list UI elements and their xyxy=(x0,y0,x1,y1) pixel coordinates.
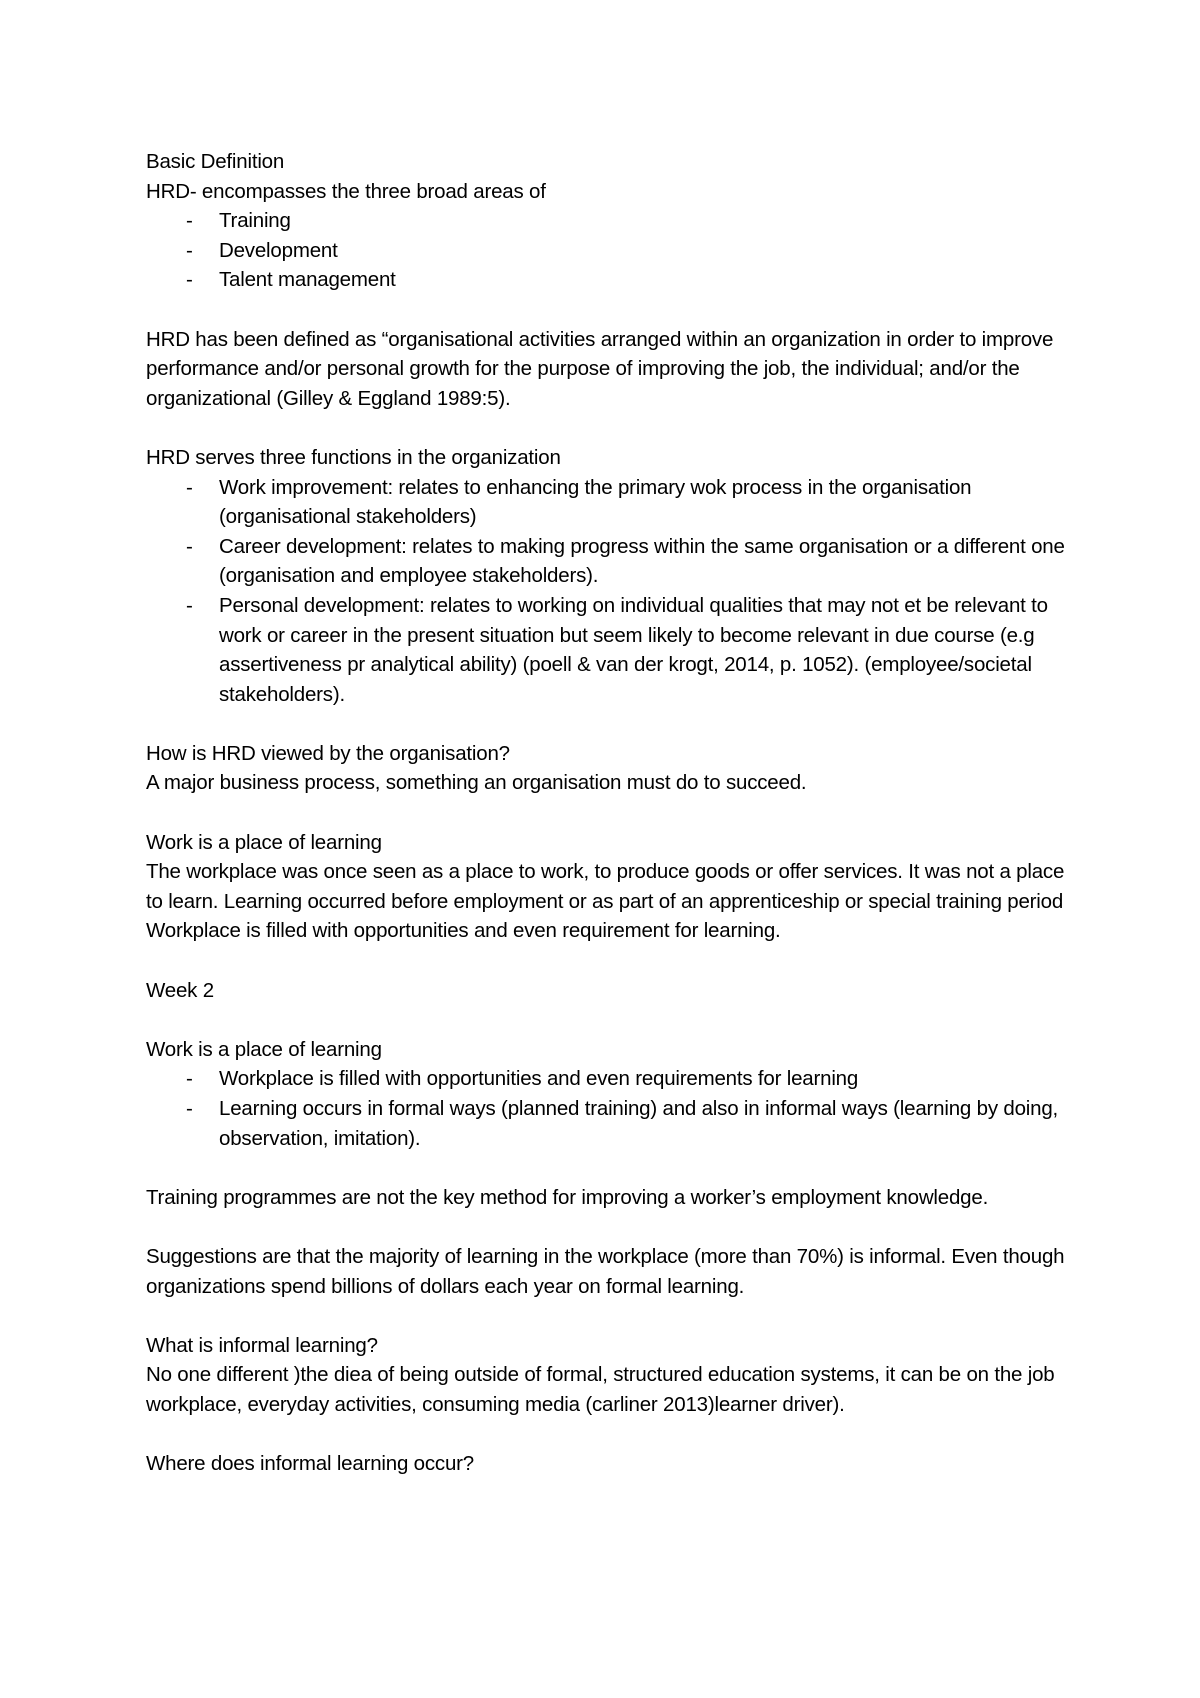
paragraph-gap xyxy=(146,798,1076,828)
bullet-dash: - xyxy=(186,209,193,233)
section-heading: Work is a place of learning xyxy=(146,1037,382,1061)
paragraph-gap xyxy=(146,295,1076,325)
list-item-text: Workplace is filled with opportunities and even requirements for learning xyxy=(219,1067,859,1091)
list-item-text: Talent management xyxy=(219,268,396,292)
bullet-dash: - xyxy=(186,475,193,499)
paragraph-gap xyxy=(146,1005,1076,1035)
paragraph-gap xyxy=(146,709,1076,739)
paragraph-gap xyxy=(146,1301,1076,1331)
list-item xyxy=(146,1094,1076,1153)
list-item xyxy=(146,591,1076,709)
paragraph-gap xyxy=(146,1420,1076,1450)
section-heading: HRD serves three functions in the organization xyxy=(146,445,561,469)
list-item-text: Career development: relates to making progress within the same organisation or a different one (organisation and employee stakeholders). xyxy=(219,534,1065,588)
paragraph-gap xyxy=(146,1153,1076,1183)
paragraph: A major business process, something an organisation must do to succeed. xyxy=(146,771,807,795)
list-item xyxy=(146,532,1076,591)
paragraph: Training programmes are not the key method for improving a worker’s employment knowledge. xyxy=(146,1185,989,1209)
bullet-list xyxy=(146,473,1076,710)
bullet-dash: - xyxy=(186,1097,193,1120)
list-item-text: Learning occurs in formal ways (planned training) and also in informal ways (learning by doing, observation, imitation). xyxy=(219,1097,1059,1150)
bullet-dash: - xyxy=(186,534,193,558)
intro-text: HRD- encompasses the three broad areas of xyxy=(146,179,546,203)
list-item-text: Work improvement: relates to enhancing the primary wok process in the organisation (organisational stakeholders) xyxy=(219,475,972,529)
section-heading: Basic Definition xyxy=(146,150,285,173)
paragraph: No one different )the diea of being outside of formal, structured education systems, it can be on the job workplace, everyday activities, consuming media (carliner 2013)learner driver). xyxy=(146,1363,1055,1416)
list-item xyxy=(146,206,1076,236)
paragraph: HRD has been defined as “organisational activities arranged within an organization in order to improve performance and/or personal growth for the purpose of improving the job, the individual; and/or the organizational (Gilley & Eggland 1989:5). xyxy=(146,327,1054,410)
question-text: Where does informal learning occur? xyxy=(146,1452,474,1476)
list-item xyxy=(146,473,1076,532)
bullet-dash: - xyxy=(186,268,193,292)
bullet-dash: - xyxy=(186,238,193,262)
list-item xyxy=(146,236,1076,266)
list-item-text: Personal development: relates to working on individual qualities that may not et be relevant to work or career in the present situation but seem likely to become relevant in due course (e.g assertiveness pr analytical ability) (poell & van der krogt, 2014, p. 1052). (employee/societal stakeholders). xyxy=(219,593,1048,706)
list-item-text: Development xyxy=(219,238,338,262)
list-item-text: Training xyxy=(219,209,291,233)
paragraph: Workplace is filled with opportunities and even requirement for learning. xyxy=(146,919,781,943)
list-item xyxy=(146,1064,1076,1094)
bullet-list xyxy=(146,206,1076,295)
section-heading: Work is a place of learning xyxy=(146,830,382,854)
bullet-dash: - xyxy=(186,593,193,617)
paragraph: The workplace was once seen as a place to work, to produce goods or offer services. It was not a place to learn. Learning occurred before employment or as part of an apprenticeship or special training period xyxy=(146,860,1065,913)
question-text: How is HRD viewed by the organisation? xyxy=(146,741,510,765)
week-label: Week 2 xyxy=(146,978,214,1002)
paragraph-gap xyxy=(146,946,1076,976)
document-body xyxy=(146,147,1076,1479)
paragraph-gap xyxy=(146,413,1076,443)
paragraph: Suggestions are that the majority of learning in the workplace (more than 70%) is informal. Even though organizations spend billions of dollars each year on formal learning. xyxy=(146,1244,1065,1298)
list-item xyxy=(146,265,1076,295)
question-text: What is informal learning? xyxy=(146,1333,378,1357)
paragraph-gap xyxy=(146,1212,1076,1242)
bullet-list xyxy=(146,1064,1076,1153)
bullet-dash: - xyxy=(186,1067,193,1091)
